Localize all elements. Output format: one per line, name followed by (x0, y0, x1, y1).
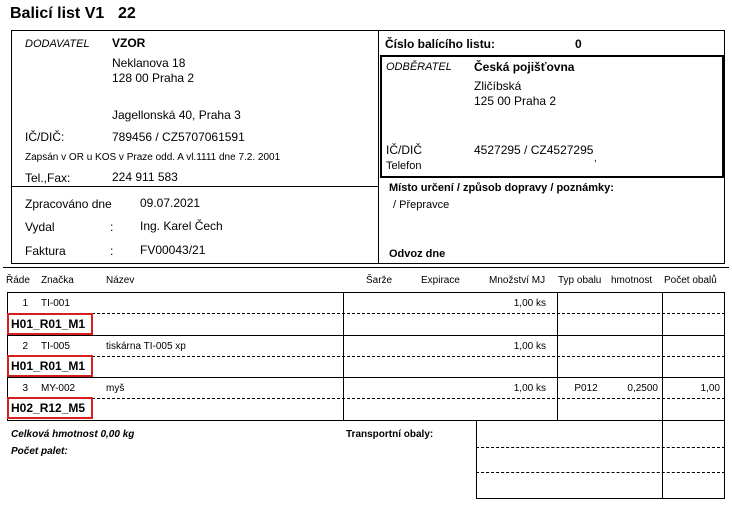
customer-ico-value: 4527295 / CZ4527295 (474, 143, 594, 157)
invoice-colon: : (110, 244, 114, 258)
item-1-qty: 1,00 ks (513, 298, 546, 309)
col-pack-count: Počet obalů (664, 275, 717, 286)
transport-divider (662, 421, 663, 499)
issued-value: Ing. Karel Čech (140, 219, 223, 233)
row-divider-2 (7, 377, 725, 378)
item-3-name: myš (106, 383, 125, 394)
item-3-weight: 0,2500 (627, 383, 658, 394)
supplier-register: Zapsán v OR u KOS v Praze odd. A vl.1111 dne 7.2. 2001 (25, 152, 281, 163)
item-3-pack-count: 1,00 (700, 383, 720, 394)
row-dash-1 (92, 313, 725, 314)
invoice-label: Faktura (25, 244, 66, 258)
packing-number-label: Číslo balícího listu: (385, 37, 496, 51)
row-dash-2 (92, 356, 725, 357)
item-1-no: 1 (22, 298, 28, 309)
supplier-ico-value: 789456 / CZ5707061591 (112, 130, 245, 144)
customer-ico-label: IČ/DIČ (386, 143, 422, 157)
item-3-pack-type: P012 (574, 383, 598, 394)
processed-date-value: 09.07.2021 (140, 196, 201, 210)
item-1-code: TI-001 (41, 298, 70, 309)
processed-date-label: Zpracováno dne (25, 197, 112, 211)
supplier-address-1: Neklanova 18 (112, 56, 186, 70)
transport-packaging-label: Transportní obaly: (346, 429, 434, 440)
supplier-ico-label: IČ/DIČ: (25, 130, 65, 144)
customer-label: ODBĚRATEL (386, 61, 452, 73)
item-2-name: tiskárna TI-005 xp (106, 341, 186, 352)
customer-address-2: 125 00 Praha 2 (474, 94, 557, 108)
col-name: Název (106, 275, 135, 286)
row-divider-1 (7, 335, 725, 336)
transport-grid (476, 421, 725, 499)
destination-label: Místo určení / způsob dopravy / poznámky: (389, 182, 614, 194)
supplier-address-3: Jagellonská 40, Praha 3 (112, 108, 241, 122)
col-code: Značka (41, 275, 74, 286)
issued-label: Vydal (25, 220, 55, 234)
transport-dash-1 (476, 447, 725, 448)
item-2-no: 2 (22, 341, 28, 352)
col-pack-type: Typ obalu (558, 275, 602, 286)
customer-phone-value: , (594, 153, 597, 164)
pickup-label: Odvoz dne (389, 248, 446, 260)
transport-dash-2 (476, 472, 725, 473)
col-qty: Množství MJ (489, 275, 546, 286)
customer-address-1: Zličíbská (474, 79, 522, 93)
item-1-location: H01_R01_M1 (7, 313, 93, 335)
item-2-location: H01_R01_M1 (7, 355, 93, 377)
total-weight: Celková hmotnost 0,00 kg (11, 429, 135, 440)
issued-colon: : (110, 220, 114, 234)
supplier-label: DODAVATEL (25, 38, 90, 50)
document-title: Balicí list V1 (10, 5, 105, 22)
item-3-location: H02_R12_M5 (7, 397, 93, 419)
pallet-count-label: Počet palet: (11, 446, 68, 457)
destination-value: / Přepravce (393, 199, 450, 211)
col-weight: hmotnost (611, 275, 653, 286)
col-batch: Šarže (366, 275, 393, 286)
separator-line (3, 267, 729, 268)
row-dash-3 (92, 398, 725, 399)
item-3-qty: 1,00 ks (513, 383, 546, 394)
supplier-address-2: 128 00 Praha 2 (112, 71, 195, 85)
packing-number-value: 0 (575, 37, 582, 51)
supplier-name: VZOR (112, 36, 146, 50)
col-expiry: Expirace (421, 275, 460, 286)
document-number: 22 (118, 5, 136, 22)
item-2-qty: 1,00 ks (513, 341, 546, 352)
customer-phone-label: Telefon (386, 160, 422, 172)
item-2-code: TI-005 (41, 341, 70, 352)
supplier-phone-label: Tel.,Fax: (25, 171, 71, 185)
item-3-code: MY-002 (41, 383, 76, 394)
customer-name: Česká pojišťovna (474, 60, 575, 74)
item-3-no: 3 (22, 383, 28, 394)
invoice-value: FV00043/21 (140, 243, 206, 257)
supplier-phone-value: 224 911 583 (112, 170, 178, 184)
col-row: Řáde (6, 275, 30, 286)
